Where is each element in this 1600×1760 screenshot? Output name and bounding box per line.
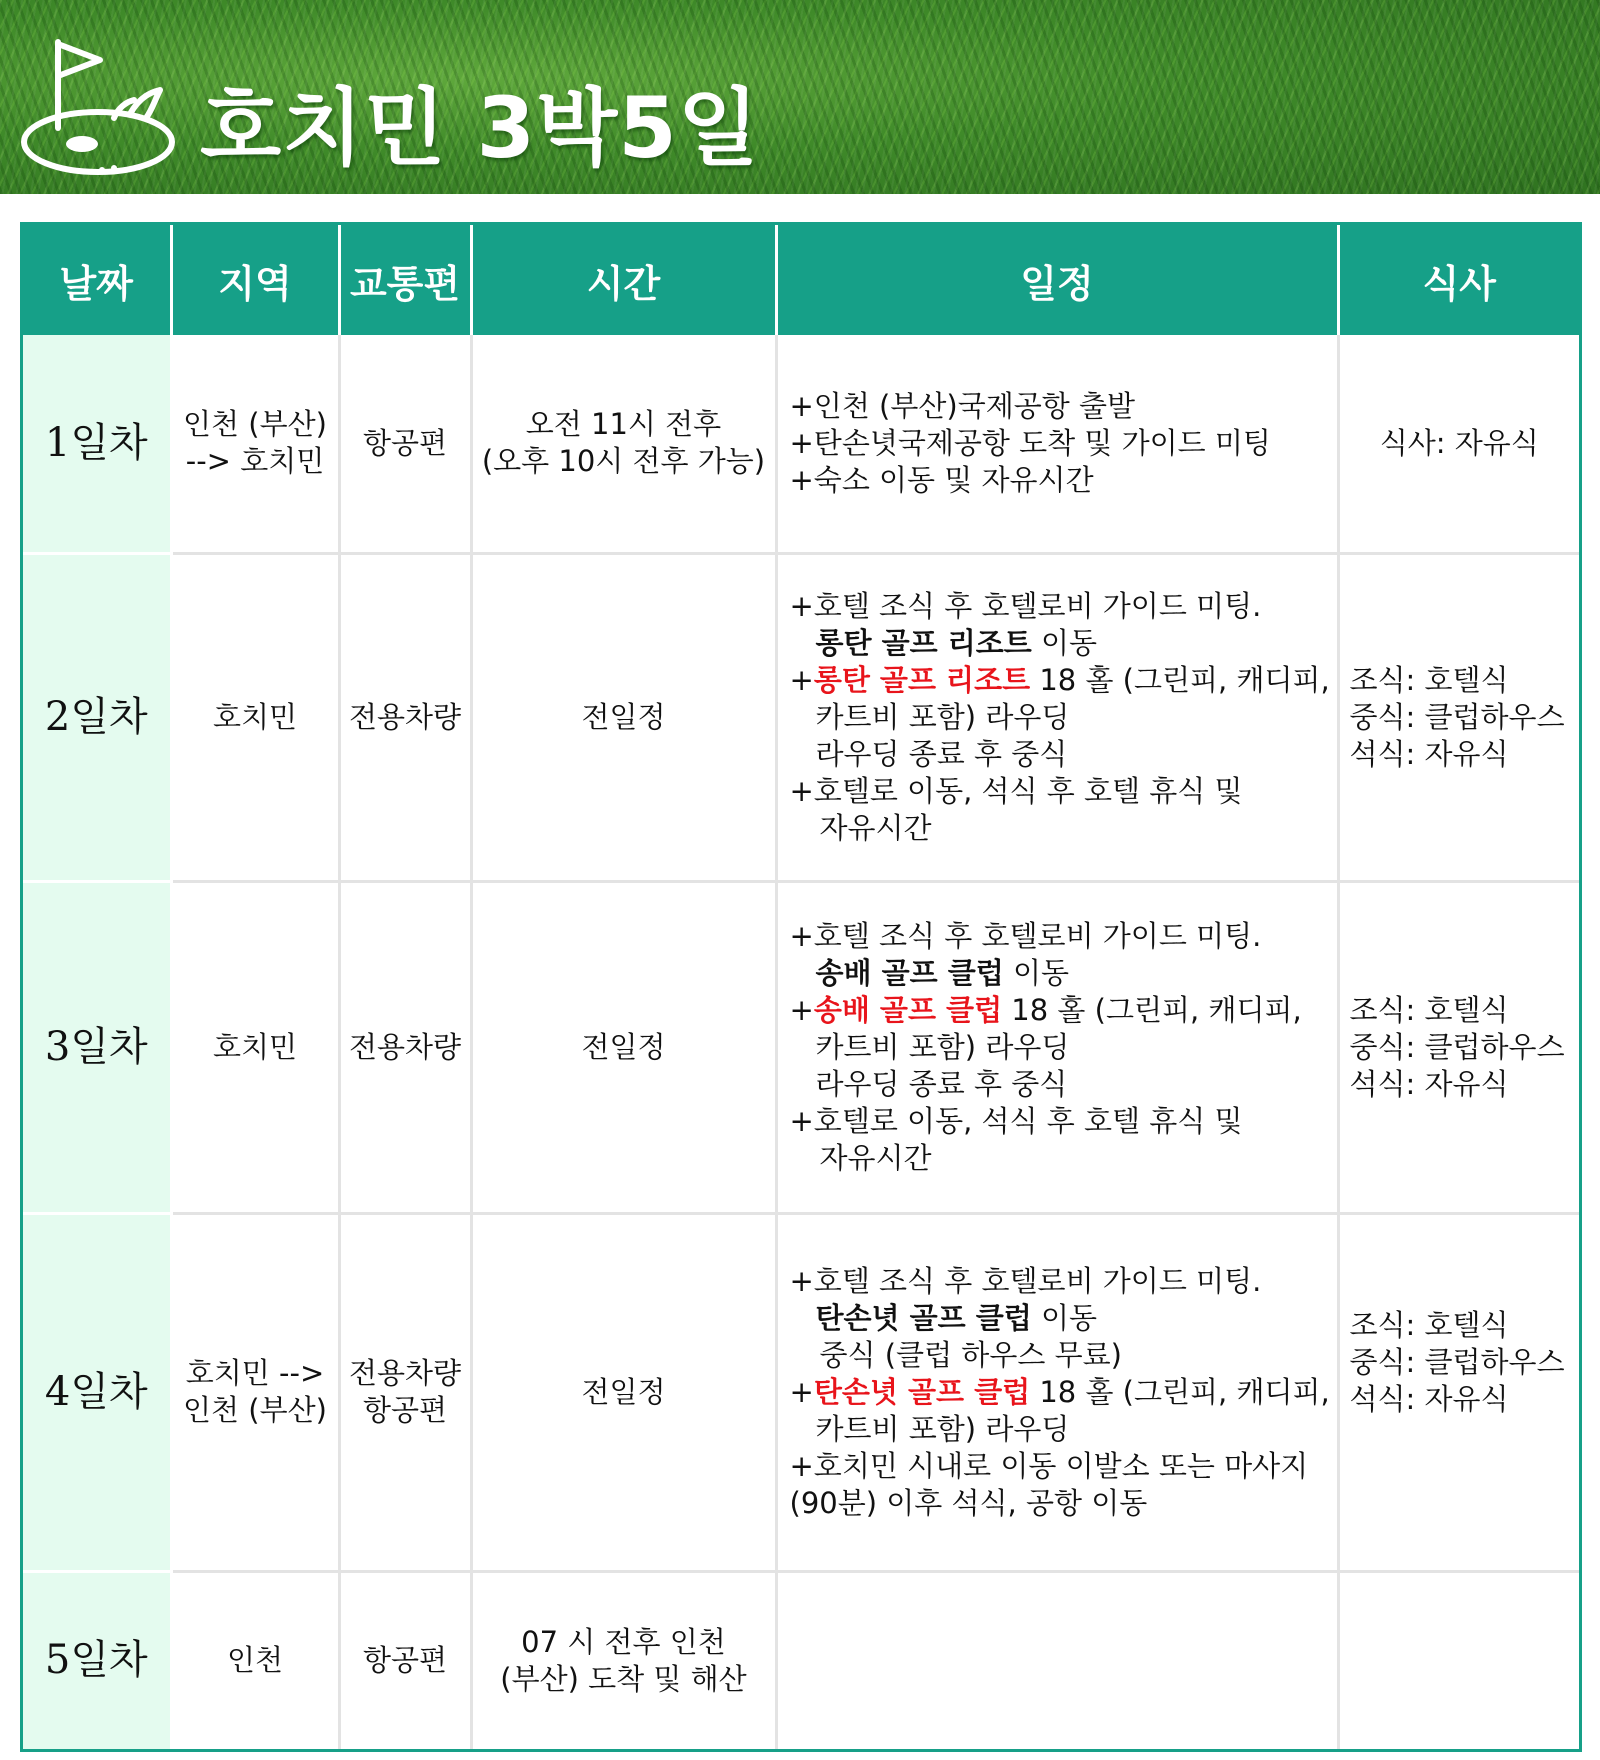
time-cell	[471, 553, 776, 881]
transport-line: 항공편	[362, 1393, 448, 1427]
meal-line: 중식: 클럽하우스	[1349, 1344, 1565, 1379]
schedule-cell	[776, 881, 1338, 1213]
region-line: 호치민	[212, 699, 298, 734]
meal-cell	[1338, 881, 1579, 1213]
meal-line: 식사: 자유식	[1379, 425, 1539, 460]
day-cell: 2일차	[23, 553, 171, 881]
time-line: 전일정	[581, 1029, 666, 1064]
transport-cell	[339, 335, 471, 553]
golf-course-highlight: 롱탄 골프 리조트	[813, 662, 1031, 697]
schedule-cell	[776, 1213, 1338, 1571]
time-line: (오후 10시 전후 가능)	[481, 444, 766, 479]
time-line: 전일정	[581, 699, 666, 734]
day-cell: 5일차	[23, 1571, 171, 1749]
region-cell	[171, 1571, 339, 1749]
meal-cell	[1338, 553, 1579, 881]
region-cell	[171, 335, 339, 553]
meal-cell	[1338, 1571, 1579, 1749]
schedule-line: +숙소 이동 및 자유시간	[789, 462, 1094, 497]
schedule-line: 카트비 포함) 라우딩	[815, 1411, 1070, 1446]
region-line: 인천	[226, 1643, 284, 1678]
header-region: 지역	[171, 225, 339, 335]
schedule-line: +호텔 조식 후 호텔로비 가이드 미팅.	[789, 1263, 1262, 1298]
header-day: 날짜	[23, 225, 171, 335]
header-meal: 식사	[1338, 225, 1579, 335]
schedule-cell	[776, 553, 1338, 881]
transport-cell	[339, 881, 471, 1213]
table-row	[23, 1571, 1579, 1749]
day-cell: 3일차	[23, 881, 171, 1213]
schedule-line: +탄손녓국제공항 도착 및 가이드 미팅	[789, 425, 1271, 460]
schedule-text: 18 홀 (그린피, 캐디피,	[1030, 662, 1330, 697]
table-row	[23, 881, 1579, 1213]
plus-mark: +	[789, 992, 814, 1027]
schedule-line: 자유시간	[819, 1140, 932, 1175]
page-title: 호치민 3박5일	[200, 79, 760, 177]
region-cell	[171, 881, 339, 1213]
meal-line: 조식: 호텔식	[1349, 992, 1509, 1027]
transport-line: 전용차량	[348, 1029, 462, 1064]
schedule-text: 이동	[1031, 1300, 1098, 1335]
table-row	[23, 335, 1579, 553]
schedule-text: 18 홀 (그린피, 캐디피,	[1030, 1374, 1330, 1409]
schedule-text: 이동	[1003, 955, 1070, 990]
time-cell	[471, 335, 776, 553]
transport-cell	[339, 553, 471, 881]
golf-course-name: 탄손녓 골프 클럽	[815, 1300, 1032, 1335]
meal-line: 중식: 클럽하우스	[1349, 1029, 1565, 1064]
transport-line: 항공편	[362, 1643, 448, 1678]
itinerary-table	[20, 222, 1582, 1752]
meal-line: 조식: 호텔식	[1349, 662, 1509, 697]
header-schedule: 일정	[776, 225, 1338, 335]
header-row	[23, 225, 1579, 335]
region-line: --> 호치민	[185, 444, 325, 479]
schedule-cell	[776, 1571, 1338, 1749]
golf-course-name: 송배 골프 클럽	[815, 955, 1004, 990]
itinerary-grid	[23, 225, 1579, 1749]
meal-line: 석식: 자유식	[1349, 736, 1509, 771]
golf-course-highlight: 송배 골프 클럽	[813, 992, 1003, 1027]
schedule-line	[790, 992, 1337, 1029]
grass-banner	[0, 0, 1600, 194]
region-cell	[171, 553, 339, 881]
region-cell	[171, 1213, 339, 1571]
schedule-line: 라우딩 종료 후 중식	[815, 736, 1068, 771]
time-line: 07 시 전후 인천	[521, 1624, 726, 1659]
meal-line: 조식: 호텔식	[1349, 1307, 1509, 1342]
schedule-line	[790, 662, 1337, 699]
schedule-line: +호텔로 이동, 석식 후 호텔 휴식 및	[789, 1103, 1243, 1138]
schedule-line: 카트비 포함) 라우딩	[815, 1029, 1070, 1064]
schedule-line: 카트비 포함) 라우딩	[815, 699, 1070, 734]
transport-line: 전용차량	[348, 1356, 462, 1390]
schedule-text: 18 홀 (그린피, 캐디피,	[1002, 992, 1302, 1027]
meal-line: 중식: 클럽하우스	[1349, 699, 1565, 734]
schedule-line: +호텔 조식 후 호텔로비 가이드 미팅.	[789, 918, 1262, 953]
transport-cell	[339, 1213, 471, 1571]
day-cell: 4일차	[23, 1213, 171, 1571]
time-line: 오전 11시 전후	[525, 407, 722, 442]
region-line: 호치민	[212, 1029, 298, 1064]
schedule-line: +호텔 조식 후 호텔로비 가이드 미팅.	[789, 588, 1262, 623]
schedule-line	[790, 955, 1337, 992]
transport-cell	[339, 1571, 471, 1749]
region-line: 인천 (부산)	[183, 407, 327, 442]
golf-course-highlight: 탄손녓 골프 클럽	[813, 1374, 1031, 1409]
time-line: 전일정	[581, 1374, 666, 1409]
region-line: 호치민 -->	[185, 1356, 325, 1390]
region-line: 인천 (부산)	[183, 1393, 327, 1427]
schedule-line: +호치민 시내로 이동 이발소 또는 마사지	[789, 1448, 1309, 1483]
meal-cell	[1338, 335, 1579, 553]
meal-line: 석식: 자유식	[1349, 1066, 1509, 1101]
schedule-line	[790, 1300, 1337, 1337]
schedule-line: +호텔로 이동, 석식 후 호텔 휴식 및	[789, 773, 1243, 808]
schedule-line: 자유시간	[819, 810, 932, 845]
schedule-cell	[776, 335, 1338, 553]
transport-line: 전용차량	[348, 699, 462, 734]
meal-cell	[1338, 1213, 1579, 1571]
plus-mark: +	[789, 662, 814, 697]
meal-line: 석식: 자유식	[1349, 1381, 1509, 1416]
time-line: (부산) 도착 및 해산	[500, 1661, 747, 1696]
table-row	[23, 1213, 1579, 1571]
schedule-line: +인천 (부산)국제공항 출발	[789, 388, 1136, 423]
schedule-line	[790, 625, 1337, 662]
golf-flag-icon	[18, 30, 178, 180]
time-cell	[471, 1213, 776, 1571]
time-cell	[471, 1571, 776, 1749]
schedule-line: (90분) 이후 석식, 공항 이동	[789, 1485, 1148, 1520]
schedule-line: 라우딩 종료 후 중식	[815, 1066, 1068, 1101]
transport-line: 항공편	[362, 425, 448, 460]
schedule-text: 이동	[1031, 625, 1098, 660]
schedule-line	[790, 1374, 1337, 1411]
plus-mark: +	[789, 1374, 814, 1409]
table-row	[23, 553, 1579, 881]
day-cell: 1일차	[23, 335, 171, 553]
header-time: 시간	[471, 225, 776, 335]
schedule-line: 중식 (클럽 하우스 무료)	[819, 1337, 1122, 1372]
time-cell	[471, 881, 776, 1213]
golf-course-name: 롱탄 골프 리조트	[815, 625, 1032, 660]
header-transport: 교통편	[339, 225, 471, 335]
